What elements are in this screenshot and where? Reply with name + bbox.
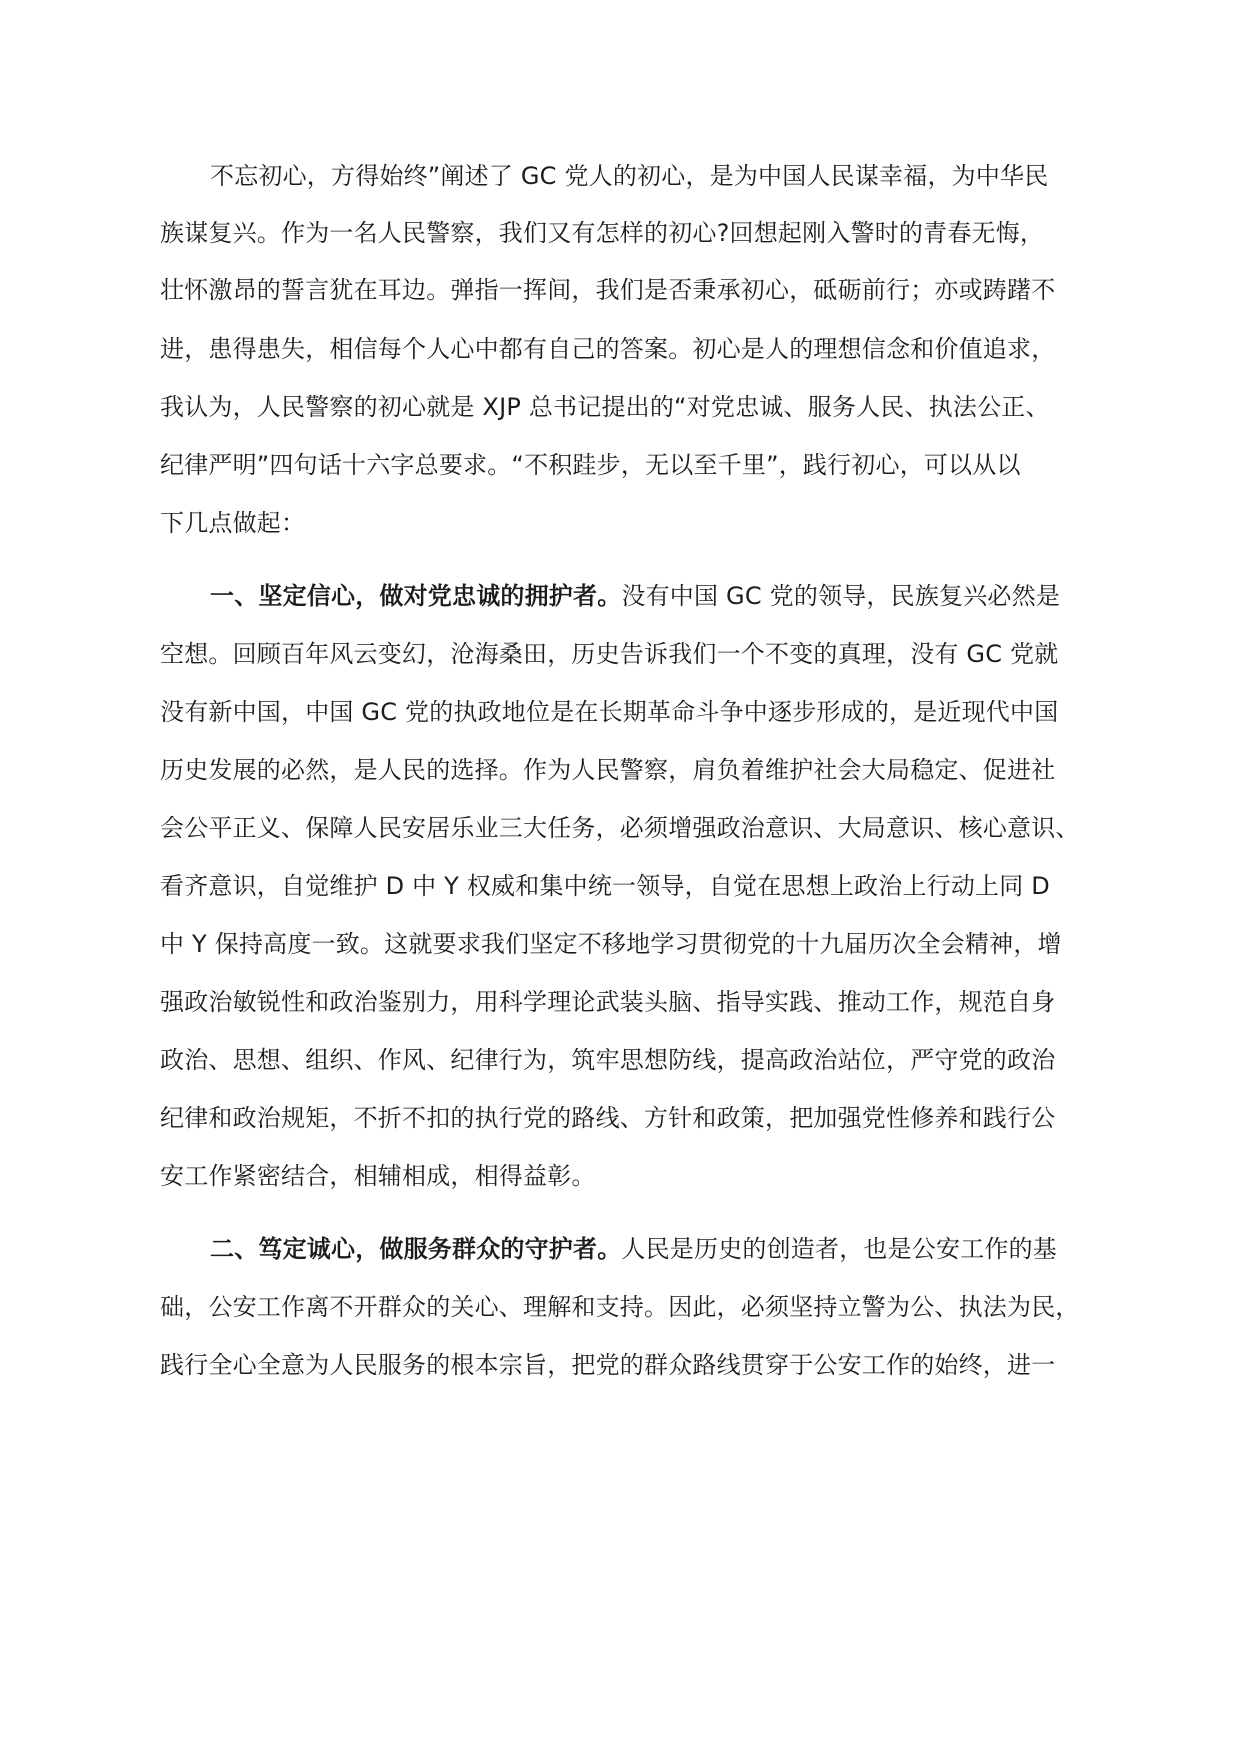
paragraph-1-line-3: 壮怀激昂的誓言犹在耳边。弹指一挥间，我们是否秉承初心，砥砺前行；亦或踌躇不 [160, 276, 1056, 304]
paragraph-2-line-1 [210, 579, 1170, 613]
paragraph-2-first-line-text: 没有中国 GC 党的领导，民族复兴必然是 [621, 582, 1061, 610]
paragraph-1-line-7: 下几点做起： [160, 509, 306, 537]
paragraph-2-line-3: 没有新中国，中国 GC 党的执政地位是在长期革命斗争中逐步形成的，是近现代中国 [160, 698, 1059, 726]
paragraph-2-line-6: 看齐意识，自觉维护 D 中 Y 权威和集中统一领导，自觉在思想上政治上行动上同 D [160, 872, 1050, 900]
paragraph-2-line-11: 安工作紧密结合，相辅相成，相得益彰。 [160, 1162, 596, 1190]
paragraph-2-line-7: 中 Y 保持高度一致。这就要求我们坚定不移地学习贯彻党的十九届历次全会精神，增 [160, 930, 1062, 958]
paragraph-1-line-6: 纪律严明”四句话十六字总要求。“不积跬步，无以至千里”，践行初心，可以从以 [160, 451, 1021, 479]
paragraph-3-line-2: 础，公安工作离不开群众的关心、理解和支持。因此，必须坚持立警为公、执法为民， [160, 1293, 1080, 1321]
paragraph-2-line-2: 空想。回顾百年风云变幻，沧海桑田，历史告诉我们一个不变的真理，没有 GC 党就 [160, 640, 1059, 668]
paragraph-1-line-4: 进，患得患失，相信每个人心中都有自己的答案。初心是人的理想信念和价值追求， [160, 335, 1056, 363]
paragraph-2-line-8: 强政治敏锐性和政治鉴别力，用科学理论武装头脑、指导实践、推动工作，规范自身 [160, 988, 1056, 1016]
paragraph-1-line-2: 族谋复兴。作为一名人民警察，我们又有怎样的初心?回想起刚入警时的青春无悔， [160, 219, 1045, 247]
paragraph-2-line-5: 会公平正义、保障人民安居乐业三大任务，必须增强政治意识、大局意识、核心意识、 [160, 814, 1080, 842]
section-heading-2: 二、笃定诚心，做服务群众的守护者。 [210, 1235, 622, 1263]
section-heading-1: 一、坚定信心，做对党忠诚的拥护者。 [210, 582, 622, 610]
paragraph-3-line-3: 践行全心全意为人民服务的根本宗旨，把党的群众路线贯穿于公安工作的始终，进一 [160, 1351, 1056, 1379]
paragraph-1-line-5: 我认为，人民警察的初心就是 XJP 总书记提出的“对党忠诚、服务人民、执法公正、 [160, 393, 1050, 421]
paragraph-3-first-line-text: 人民是历史的创造者，也是公安工作的基 [621, 1235, 1058, 1263]
paragraph-2-line-10: 纪律和政治规矩，不折不扣的执行党的路线、方针和政策，把加强党性修养和践行公 [160, 1104, 1056, 1132]
paragraph-2-line-9: 政治、思想、组织、作风、纪律行为，筑牢思想防线，提高政治站位，严守党的政治 [160, 1046, 1056, 1074]
paragraph-1-line-1: 不忘初心，方得始终”阐述了 GC 党人的初心，是为中国人民谋幸福，为中华民 [210, 162, 1049, 190]
paragraph-3-line-1 [210, 1232, 1170, 1266]
paragraph-2-line-4: 历史发展的必然，是人民的选择。作为人民警察，肩负着维护社会大局稳定、促进社 [160, 756, 1056, 784]
